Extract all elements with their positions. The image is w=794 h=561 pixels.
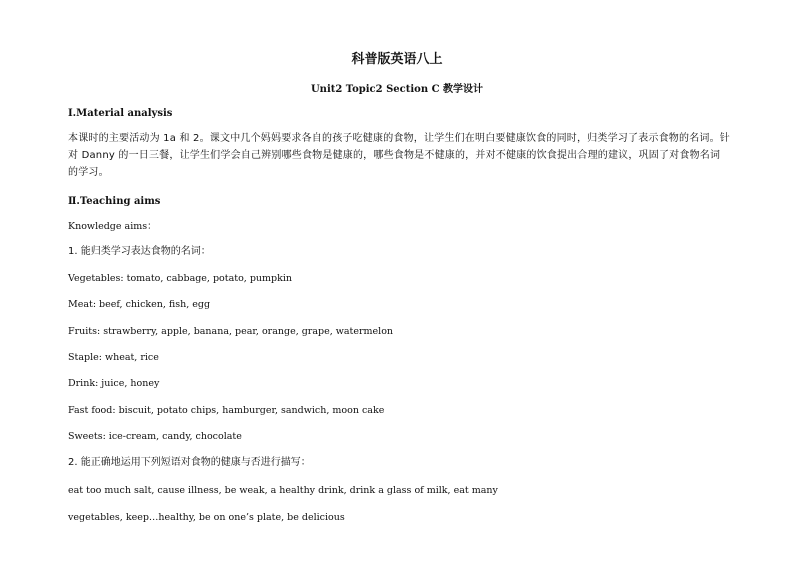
sweets-line: Sweets: ice-cream, candy, chocolate [68, 431, 242, 442]
phrases-line-2: vegetables, keep…healthy, be on one’s plate, be delicious [68, 512, 345, 523]
section-heading-teaching-aims: Ⅱ.Teaching aims [68, 196, 161, 207]
vegetables-line: Vegetables: tomato, cabbage, potato, pumpkin [68, 273, 293, 284]
drink-line: Drink: juice, honey [68, 378, 160, 389]
phrases-line-1: eat too much salt, cause illness, be weak, a healthy drink, drink a glass of milk, eat many [68, 485, 498, 496]
knowledge-aims-label: Knowledge aims： [68, 221, 157, 232]
meat-line: Meat: beef, chicken, fish, egg [68, 299, 211, 310]
material-analysis-paragraph: 本课时的主要活动为 1a 和 2。课文中几个妈妈要求各自的孩子吃健康的食物，让学生们在明白要健康饮食的同时，归类学习了表示食物的名词。针对 Danny 的一日三餐，让学生们学会自己辨别哪些食物是健康的，哪些食物是不健康的，并对不健康的饮食提出合理的建议，巩固了对食物名词的学习。 [68, 133, 730, 178]
fruits-line: Fruits: strawberry, apple, banana, pear, orange, grape, watermelon [68, 326, 394, 337]
section-heading-material-analysis: Ⅰ.Material analysis [68, 108, 173, 119]
staple-line: Staple: wheat, rice [68, 352, 159, 363]
fast-food-line: Fast food: biscuit, potato chips, hamburger, sandwich, moon cake [68, 405, 385, 416]
document-title: 科普版英语八上 [351, 52, 443, 67]
document-subtitle: Unit2 Topic2 Section C 教学设计 [310, 84, 484, 95]
aim-1-text: 1. 能归类学习表达食物的名词： [68, 246, 211, 257]
aim-2-text: 2. 能正确地运用下列短语对食物的健康与否进行描写： [68, 457, 311, 468]
